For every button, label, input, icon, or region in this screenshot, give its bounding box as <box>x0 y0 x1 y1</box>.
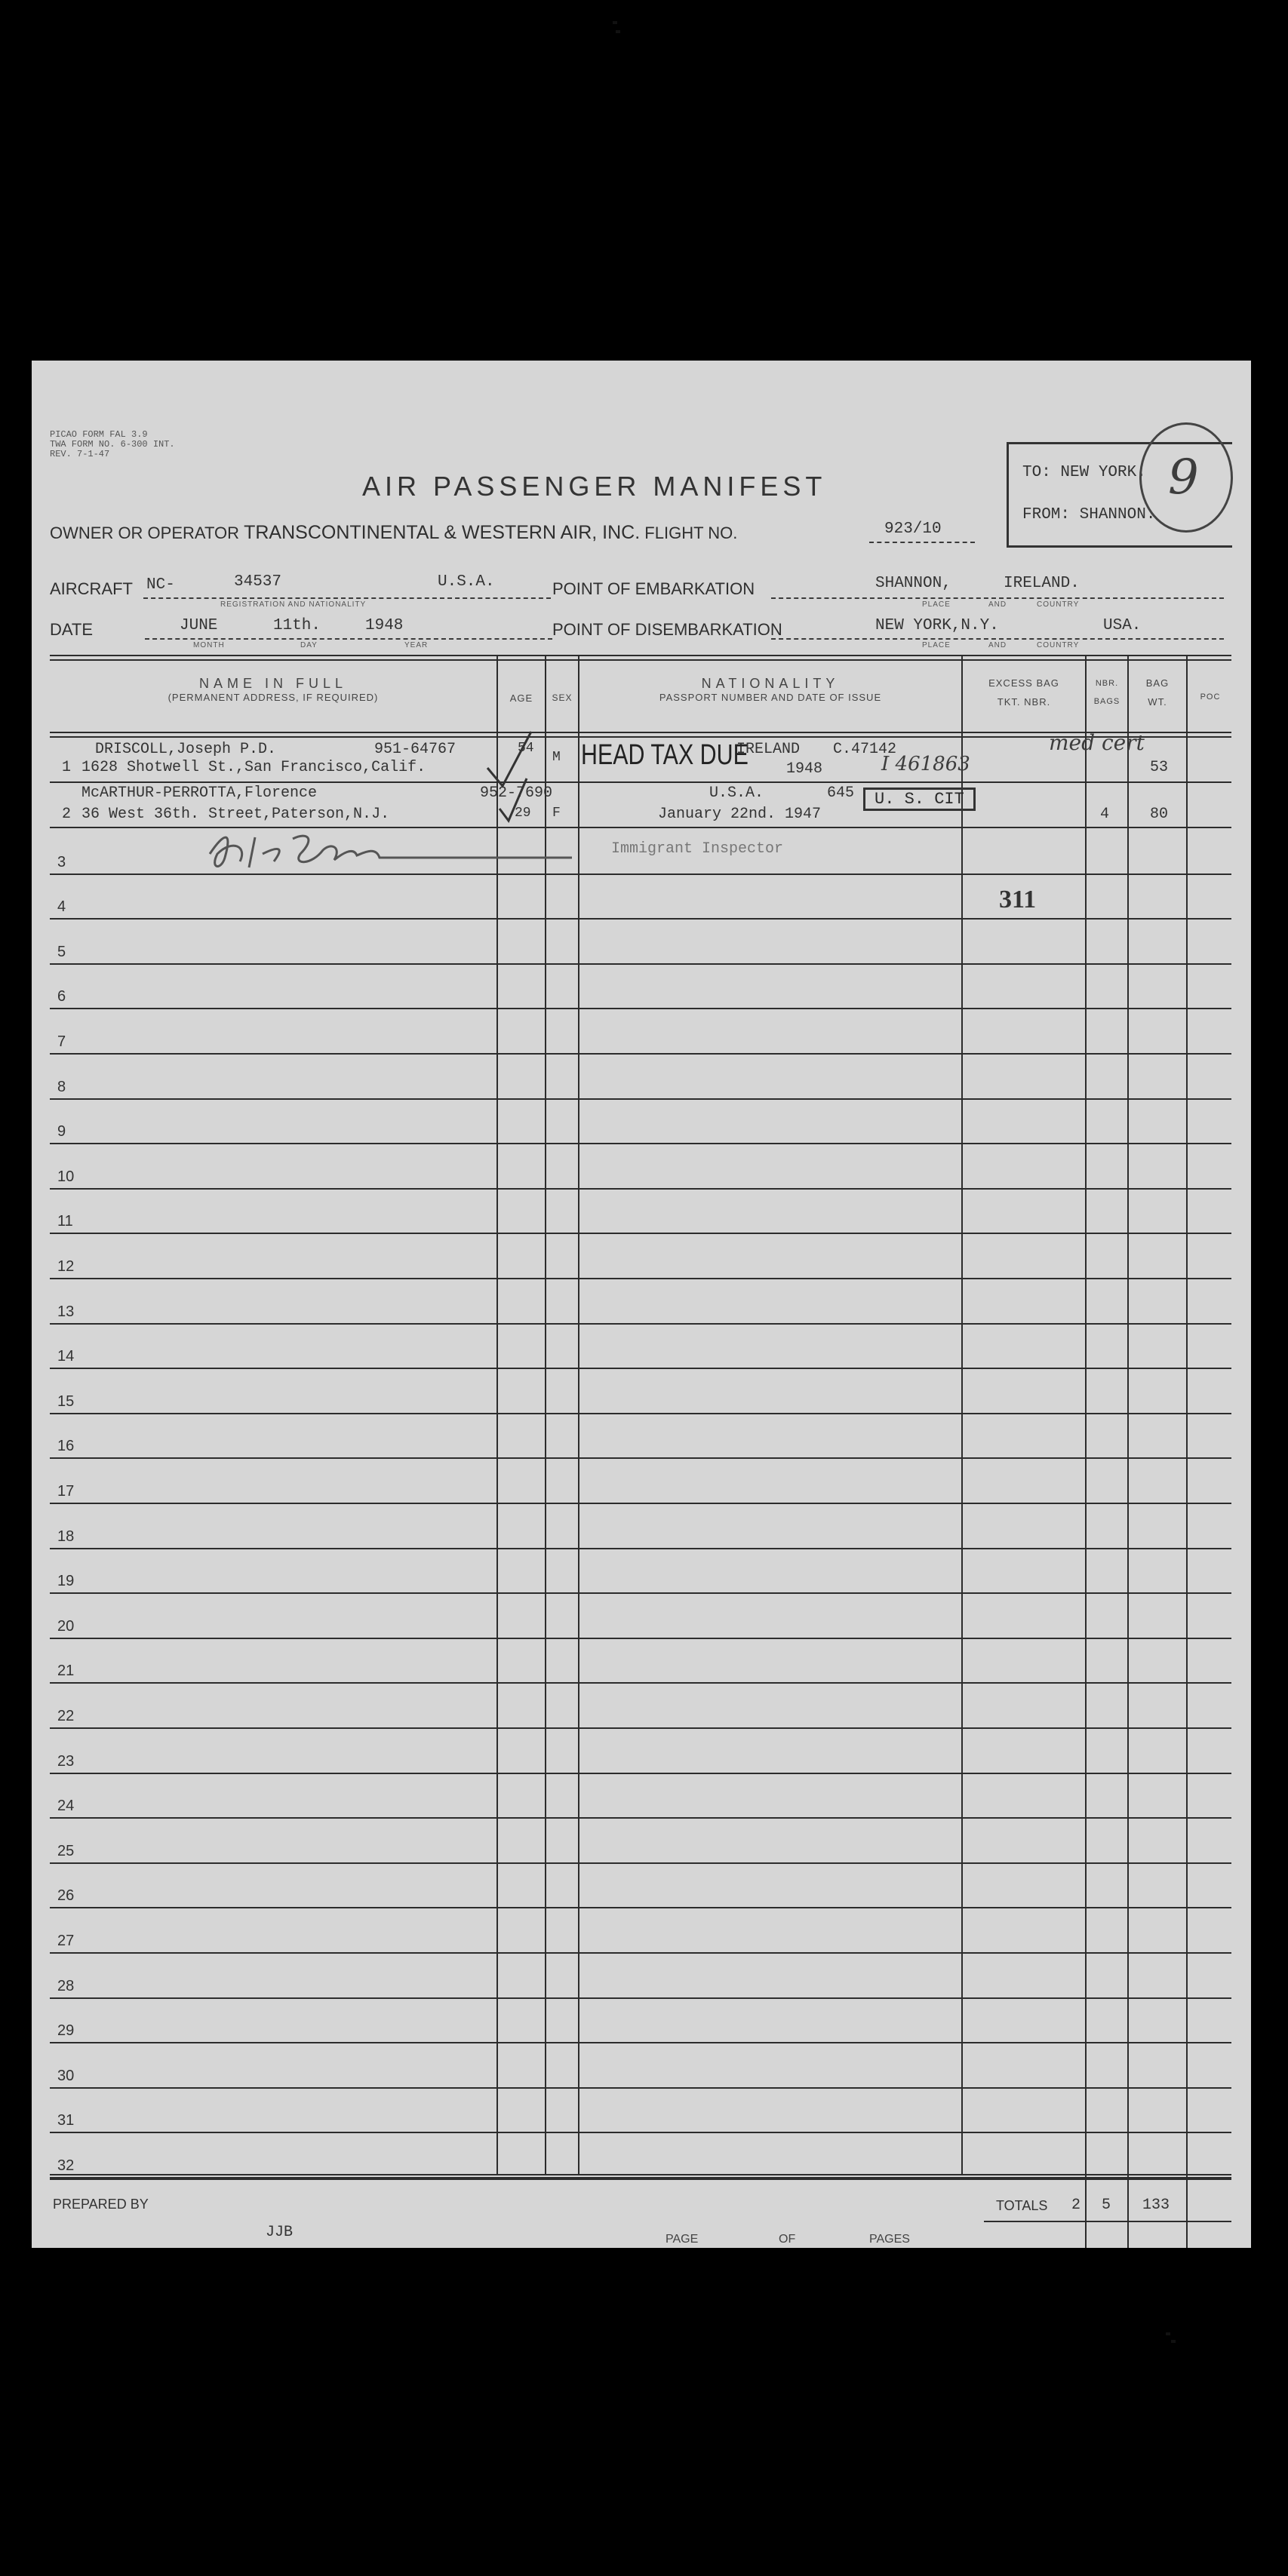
footer-rule <box>50 2174 1231 2175</box>
passenger-2-name: McARTHUR-PERROTTA,Florence <box>81 784 318 802</box>
row-rule <box>50 1952 1231 1954</box>
column-divider <box>1085 656 1087 2248</box>
embarkation-place: SHANNON, <box>875 575 951 592</box>
to-label: TO: <box>1022 464 1051 481</box>
passenger-1-bag-wt: 53 <box>1150 759 1169 776</box>
embarkation-label: POINT OF EMBARKATION <box>552 579 755 598</box>
column-divider <box>1127 656 1129 2248</box>
totals-bags: 5 <box>1102 2197 1111 2214</box>
row-rule <box>50 1862 1231 1864</box>
row-rule <box>50 2087 1231 2089</box>
row-rule <box>50 1638 1231 1639</box>
header-age: AGE <box>509 692 533 704</box>
caption-place-2: PLACE <box>922 641 951 649</box>
passenger-1-num: 1 <box>62 759 72 776</box>
row-rule <box>50 1143 1231 1144</box>
totals-weight: 133 <box>1142 2197 1170 2214</box>
row-number: 25 <box>57 1843 75 1859</box>
date-day: 11th. <box>273 617 321 634</box>
date-underline <box>145 638 552 640</box>
date-year: 1948 <box>365 617 404 634</box>
row-rule <box>50 1233 1231 1234</box>
column-divider <box>578 656 579 2175</box>
caption-day: DAY <box>300 641 318 649</box>
passenger-1-issue: 1948 <box>786 760 823 778</box>
prepared-by-label: PREPARED BY <box>53 2197 149 2212</box>
passenger-1-name: DRISCOLL,Joseph P.D. <box>95 741 277 758</box>
passenger-2-bag-wt: 80 <box>1150 806 1169 823</box>
row-number: 11 <box>57 1213 73 1230</box>
date-label: DATE <box>50 620 94 639</box>
passenger-1-address: 1628 Shotwell St.,San Francisco,Calif. <box>81 759 426 776</box>
row-rule <box>50 1727 1231 1729</box>
passenger-2-nationality: U.S.A. <box>709 784 764 802</box>
from-label: FROM: <box>1022 506 1071 523</box>
row-number: 24 <box>57 1798 75 1814</box>
disembarkation-label: POINT OF DISEMBARKATION <box>552 620 782 639</box>
row-number: 16 <box>57 1438 75 1454</box>
stamped-number: 311 <box>999 886 1037 913</box>
table-top-rule <box>50 655 1231 656</box>
scan-speck <box>613 21 617 24</box>
row-number: 27 <box>57 1933 75 1949</box>
header-nationality-sub: PASSPORT NUMBER AND DATE OF ISSUE <box>659 692 882 703</box>
row-number: 10 <box>57 1168 75 1185</box>
passenger-2-address: 36 West 36th. Street,Paterson,N.J. <box>81 806 390 823</box>
row-rule <box>50 1682 1231 1684</box>
caption-month: MONTH <box>193 641 225 649</box>
row-rule <box>50 1548 1231 1549</box>
row-number: 9 <box>57 1123 66 1140</box>
row-rule <box>50 2132 1231 2133</box>
caption-and-2: AND <box>988 641 1007 649</box>
row-rule <box>50 874 1231 875</box>
scan-speck <box>1171 2340 1176 2343</box>
passenger-1-passport: C.47142 <box>833 741 897 758</box>
passenger-2-age: 29 <box>515 806 531 821</box>
header-excess-bag <box>963 677 1085 708</box>
row-number: 31 <box>57 2112 75 2129</box>
check-mark-icon <box>484 729 583 827</box>
row-number: 20 <box>57 1618 75 1635</box>
header-poc: POC <box>1200 692 1221 702</box>
aircraft-number: 34537 <box>234 573 282 591</box>
caption-country: COUNTRY <box>1037 600 1080 609</box>
column-divider <box>1186 656 1188 2248</box>
row-number: 28 <box>57 1978 75 1994</box>
column-divider <box>496 656 498 2175</box>
scan-speck <box>1166 2332 1170 2335</box>
row-number: 22 <box>57 1708 75 1724</box>
row-rule <box>50 1503 1231 1504</box>
header-nationality-title: NATIONALITY <box>701 676 840 691</box>
column-divider <box>545 656 546 2175</box>
form-id-line: PICAO FORM FAL 3.9 <box>50 429 148 440</box>
head-tax-due-stamp: HEAD TAX DUE <box>581 739 749 771</box>
row-number: 3 <box>57 854 66 870</box>
row-number: 29 <box>57 2022 75 2039</box>
header-name <box>50 676 496 703</box>
header-excess-bag-line1: EXCESS BAG <box>988 677 1059 689</box>
row-rule <box>50 1997 1231 1999</box>
caption-country-2: COUNTRY <box>1037 641 1080 649</box>
totals-label: TOTALS <box>996 2198 1048 2213</box>
row-rule <box>50 1053 1231 1055</box>
prepared-by-value: JJB <box>266 2224 294 2241</box>
row-number: 17 <box>57 1483 75 1500</box>
row-number: 32 <box>57 2157 75 2174</box>
header-nbr-bags-line1: NBR. <box>1095 679 1119 688</box>
row-number: 18 <box>57 1528 75 1545</box>
header-excess-bag-line2: TKT. NBR. <box>997 696 1051 708</box>
passenger-2-ticket: 952-7690 <box>480 784 553 802</box>
header-bag-wt-line1: BAG <box>1145 677 1170 689</box>
row-number: 15 <box>57 1393 75 1410</box>
form-id-line: TWA FORM NO. 6-300 INT. <box>50 439 175 450</box>
header-nbr-bags <box>1087 679 1127 706</box>
page-mark: 9 <box>1168 450 1199 505</box>
row-number: 12 <box>57 1258 75 1275</box>
passenger-1-sex: M <box>552 750 561 765</box>
table-top-rule <box>50 659 1231 661</box>
registration-caption: REGISTRATION AND NATIONALITY <box>220 600 367 609</box>
form-id <box>50 430 175 459</box>
disembarkation-place: NEW YORK,N.Y. <box>875 617 999 634</box>
row-rule <box>50 1008 1231 1009</box>
flight-underline <box>869 542 975 543</box>
handwritten-medcert: med cert <box>1049 730 1145 755</box>
row-rule <box>50 1817 1231 1819</box>
footer-rule <box>50 2178 1231 2180</box>
passenger-1-age: 54 <box>518 741 534 756</box>
header-nbr-bags-line2: BAGS <box>1093 697 1120 706</box>
aircraft-prefix: NC- <box>146 576 175 594</box>
flight-label: FLIGHT NO. <box>644 523 738 542</box>
row-number: 26 <box>57 1887 75 1904</box>
embarkation-underline <box>771 597 1224 599</box>
header-sex: SEX <box>552 692 573 703</box>
owner-label: OWNER OR OPERATOR <box>50 523 239 542</box>
totals-passengers: 2 <box>1071 2197 1081 2214</box>
form-id-line: REV. 7-1-47 <box>50 449 110 459</box>
passenger-2-num: 2 <box>62 806 72 823</box>
passenger-2-issue: January 22nd. 1947 <box>658 806 822 823</box>
passenger-2-passport: 645 <box>827 784 855 802</box>
row-number: 4 <box>57 898 66 915</box>
row-rule <box>50 918 1231 920</box>
row-rule <box>50 963 1231 965</box>
totals-rule <box>984 2221 1231 2222</box>
row-number: 14 <box>57 1348 75 1365</box>
row-number: 19 <box>57 1573 75 1589</box>
header-bag-wt-line2: WT. <box>1148 696 1167 708</box>
passenger-2-sex: F <box>552 806 561 821</box>
disembarkation-underline <box>771 638 1224 640</box>
row-rule <box>50 1188 1231 1190</box>
row-number: 5 <box>57 944 66 960</box>
immigrant-inspector-stamp: Immigrant Inspector <box>611 840 784 858</box>
header-name-title: NAME IN FULL <box>198 676 348 691</box>
column-divider <box>961 656 963 2175</box>
row-number: 30 <box>57 2068 75 2084</box>
row-rule <box>50 781 1231 783</box>
scan-speck <box>616 30 620 33</box>
aircraft-nationality: U.S.A. <box>438 573 495 591</box>
header-name-sub: (PERMANENT ADDRESS, IF REQUIRED) <box>168 692 379 703</box>
aircraft-label: AIRCRAFT <box>50 579 133 598</box>
header-bag-wt <box>1129 677 1186 708</box>
flight-value: 923/10 <box>884 520 942 538</box>
row-number: 8 <box>57 1079 66 1095</box>
caption-and: AND <box>988 600 1007 609</box>
row-number: 21 <box>57 1663 75 1679</box>
to-value: NEW YORK. <box>1060 464 1146 481</box>
row-number: 7 <box>57 1033 66 1050</box>
row-rule <box>50 1323 1231 1325</box>
row-rule <box>50 1098 1231 1100</box>
row-rule <box>50 1413 1231 1414</box>
us-cit-stamp: U. S. CIT <box>863 788 976 811</box>
disembarkation-country: USA. <box>1103 617 1142 634</box>
row-rule <box>50 1773 1231 1774</box>
row-number: 13 <box>57 1303 75 1320</box>
header-nationality <box>579 676 961 703</box>
handwritten-number: I 461863 <box>881 753 970 775</box>
pages-label: PAGES <box>869 2233 910 2246</box>
owner-value: TRANSCONTINENTAL & WESTERN AIR, INC. <box>244 522 641 543</box>
document-title: AIR PASSENGER MANIFEST <box>362 471 827 502</box>
page-label: PAGE <box>666 2233 699 2246</box>
row-number: 6 <box>57 988 66 1005</box>
row-rule <box>50 1368 1231 1369</box>
of-label: OF <box>779 2233 796 2246</box>
embarkation-country: IRELAND. <box>1004 575 1080 592</box>
passenger-2-nbr-bags: 4 <box>1100 806 1110 823</box>
row-rule <box>50 1278 1231 1279</box>
aircraft-underline <box>143 597 551 599</box>
from-value: SHANNON. <box>1079 506 1156 523</box>
row-rule <box>50 1907 1231 1908</box>
date-month: JUNE <box>180 617 218 634</box>
caption-year: YEAR <box>404 641 429 649</box>
passenger-1-ticket: 951-64767 <box>374 741 456 758</box>
passenger-1-nationality: IRELAND <box>736 741 801 758</box>
row-rule <box>50 1592 1231 1594</box>
owner-row <box>50 522 737 544</box>
inspector-signature <box>180 824 572 877</box>
row-rule <box>50 1457 1231 1459</box>
caption-place: PLACE <box>922 600 951 609</box>
manifest-sheet <box>32 361 1251 2248</box>
row-number: 23 <box>57 1753 75 1770</box>
row-rule <box>50 2042 1231 2043</box>
